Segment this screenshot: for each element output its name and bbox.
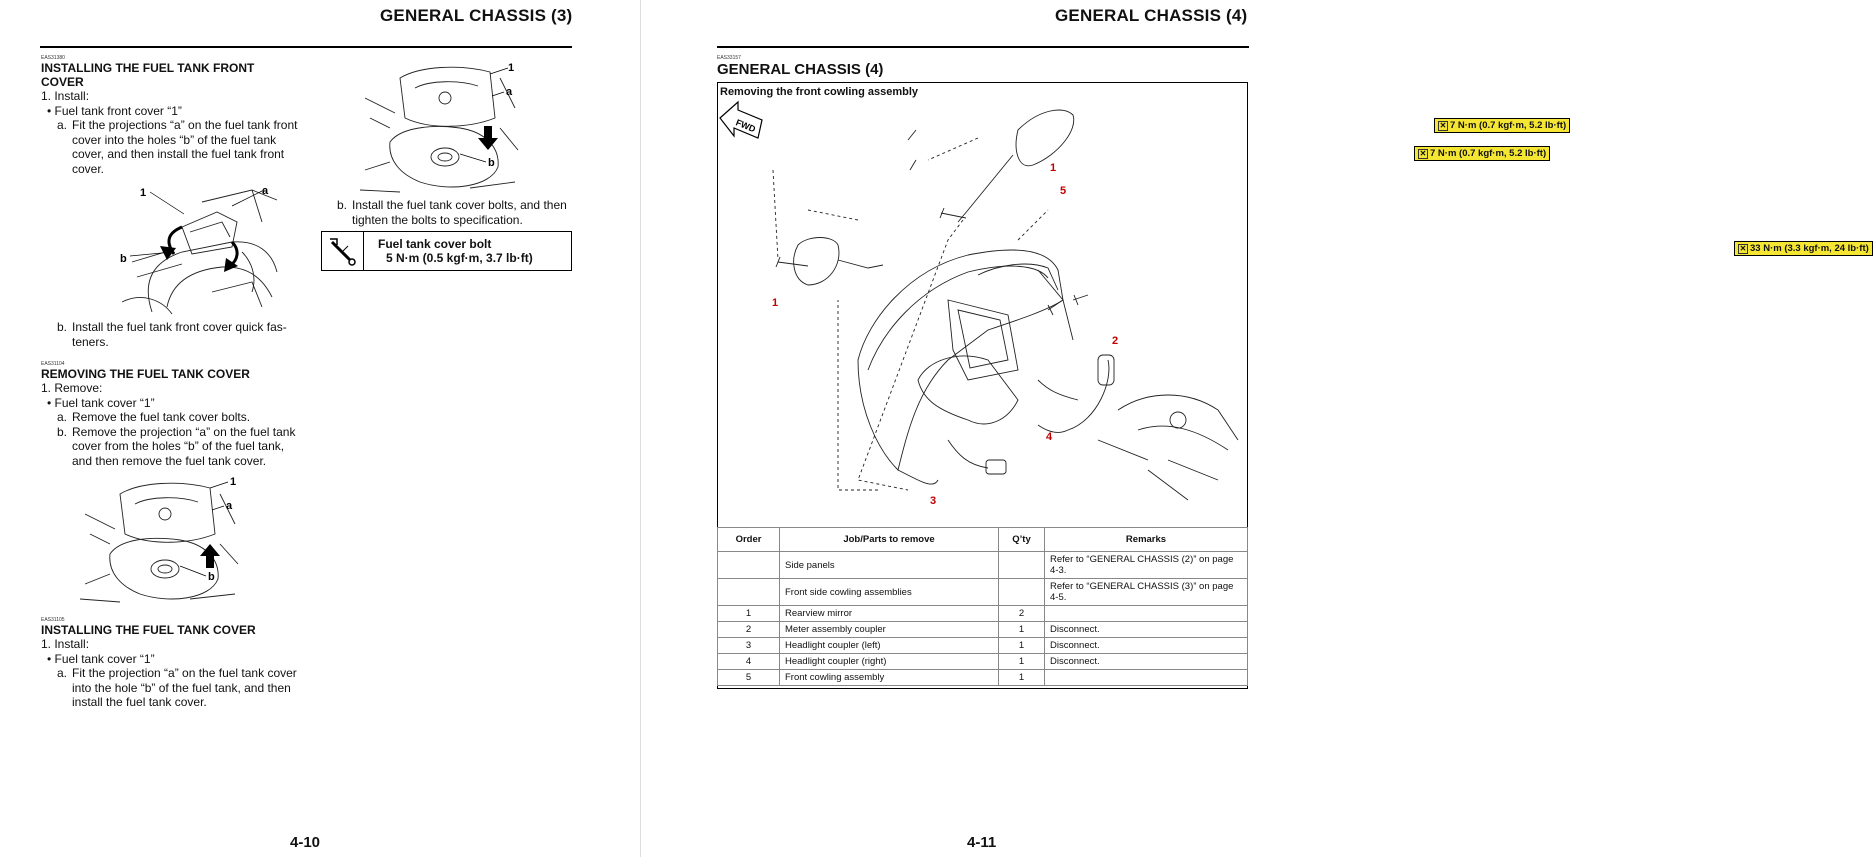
substep-text: Fit the projection “a” on the fuel tank cover — [72, 666, 297, 680]
section-heading — [717, 55, 883, 78]
cell-order — [718, 552, 780, 579]
section-title-cont: COVER — [41, 75, 84, 89]
callout-number: 1 — [772, 297, 779, 309]
right-page-header: GENERAL CHASSIS (4) — [1055, 6, 1248, 25]
section-installing-tank-cover — [41, 617, 301, 710]
table-row — [718, 606, 1248, 622]
torque-wrench-icon: ✕ — [1439, 120, 1447, 130]
cell-remarks: Refer to “GENERAL CHASSIS (3)” on page 4-5. — [1045, 579, 1248, 606]
table-row — [718, 622, 1248, 638]
tank-cover-remove-figure — [80, 474, 240, 608]
page-number: 4-10 — [290, 834, 321, 851]
cell-order: 1 — [718, 606, 780, 622]
substep-label: a. — [57, 666, 68, 680]
page-number: 4-11 — [967, 834, 997, 851]
section-tag: EAS31104 — [41, 361, 65, 367]
cell-order: 2 — [718, 622, 780, 638]
label-a: a — [226, 500, 233, 512]
label-a: a — [262, 185, 269, 197]
table-row — [718, 579, 1248, 606]
label-1: 1 — [230, 476, 237, 488]
cell-qty: 1 — [999, 654, 1045, 670]
cell-part: Rearview mirror — [780, 606, 999, 622]
cell-part: Front cowling assembly — [780, 670, 999, 686]
col-job-parts: Job/Parts to remove — [780, 528, 999, 552]
cell-remarks — [1045, 606, 1248, 622]
callout-number: 5 — [1060, 185, 1067, 197]
substep-label: a. — [57, 410, 68, 424]
torque-value: 7 N·m (0.7 kgf·m, 5.2 lb·ft) — [1430, 148, 1547, 159]
cell-order: 3 — [718, 638, 780, 654]
cell-order — [718, 579, 780, 606]
parts-removal-table — [717, 527, 1248, 686]
substep-text-cont: cover into the holes “b” of the fuel tank — [72, 132, 277, 147]
bullet-text: • Fuel tank cover “1” — [47, 395, 155, 410]
header-rule — [40, 46, 572, 48]
substep-b — [41, 320, 301, 335]
cell-part: Side panels — [780, 552, 999, 579]
section-title: INSTALLING THE FUEL TANK COVER — [41, 623, 256, 637]
cell-qty: 2 — [999, 606, 1045, 622]
cell-qty: 1 — [999, 638, 1045, 654]
section-tag: EAS31105 — [41, 617, 65, 623]
cell-qty: 1 — [999, 670, 1045, 686]
substep-text: Install the fuel tank front cover quick fas- — [72, 320, 287, 334]
torque-tag — [1434, 118, 1570, 133]
substep-a — [41, 410, 301, 425]
section-title: INSTALLING THE FUEL TANK FRONT — [41, 61, 255, 75]
substep-text-cont: cover, and then install the fuel tank front — [72, 147, 285, 161]
torque-value: 33 N·m (3.3 kgf·m, 24 lb·ft) — [1750, 243, 1869, 254]
table-row — [718, 670, 1248, 686]
table-row — [718, 638, 1248, 654]
cell-remarks: Disconnect. — [1045, 622, 1248, 638]
front-cowling-exploded-diagram — [718, 100, 1247, 525]
callout-number: 3 — [930, 495, 937, 507]
cell-remarks: Refer to “GENERAL CHASSIS (2)” on page 4-3. — [1045, 552, 1248, 579]
label-b: b — [120, 253, 127, 265]
torque-tag — [1414, 146, 1550, 161]
fwd-arrow-icon — [720, 102, 762, 138]
substep-label: b. — [57, 424, 68, 439]
callout-number: 1 — [1050, 162, 1057, 174]
cell-order: 4 — [718, 654, 780, 670]
substep-text: Remove the fuel tank cover bolts. — [72, 410, 251, 424]
substep-text: Install the fuel tank cover bolts, and then — [352, 198, 567, 212]
table-row — [718, 654, 1248, 670]
fwd-label: FWD — [734, 117, 758, 135]
substep-label: b. — [337, 198, 348, 212]
cell-remarks — [1045, 670, 1248, 686]
substep-b — [41, 425, 301, 440]
cell-part: Meter assembly coupler — [780, 622, 999, 638]
col-order: Order — [718, 528, 780, 552]
substep-text: Remove the projection “a” on the fuel tank — [72, 424, 296, 439]
table-header-row — [718, 528, 1248, 552]
cell-qty — [999, 579, 1045, 606]
step-text: 1. Install: — [41, 637, 90, 651]
torque-wrench-icon: ✕ — [1739, 243, 1747, 253]
torque-title: Fuel tank cover bolt — [378, 237, 492, 251]
torque-spec-box — [321, 231, 572, 271]
substep-a — [41, 118, 301, 133]
label-a: a — [506, 86, 513, 98]
cell-remarks: Disconnect. — [1045, 654, 1248, 670]
substep-label: b. — [57, 320, 68, 334]
substep-text-cont: teners. — [72, 334, 109, 349]
torque-wrench-icon — [322, 232, 364, 270]
substep-text-cont: cover. — [72, 161, 105, 176]
substep-label: a. — [57, 118, 68, 132]
left-page — [0, 0, 640, 857]
cell-part: Headlight coupler (left) — [780, 638, 999, 654]
substep-text-cont: install the fuel tank cover. — [72, 695, 207, 709]
header-rule — [717, 46, 1249, 48]
cell-qty: 1 — [999, 622, 1045, 638]
right-page — [640, 0, 1869, 857]
section-removing-tank-cover — [41, 361, 301, 468]
cell-part: Front side cowling assemblies — [780, 579, 999, 606]
frame-title: Removing the front cowling assembly — [720, 86, 919, 98]
substep-text: Fit the projections “a” on the fuel tank front — [72, 118, 298, 132]
substep-text-cont: into the hole “b” of the fuel tank, and then — [72, 680, 291, 695]
substep-text-cont: and then remove the fuel tank cover. — [72, 453, 267, 468]
bullet-text: • Fuel tank front cover “1” — [47, 103, 182, 118]
step-tighten-bolts — [337, 198, 577, 227]
cell-order: 5 — [718, 670, 780, 686]
section-tag: EAS31380 — [41, 55, 65, 61]
torque-value: 7 N·m (0.7 kgf·m, 5.2 lb·ft) — [1450, 120, 1567, 131]
front-cover-install-figure — [112, 182, 282, 318]
step-text: 1. Install: — [41, 89, 90, 103]
section-tag: EAS33157 — [717, 55, 741, 61]
substep-b — [337, 198, 577, 213]
torque-wrench-icon: ✕ — [1419, 148, 1427, 158]
col-remarks: Remarks — [1045, 528, 1248, 552]
section-title: REMOVING THE FUEL TANK COVER — [41, 367, 250, 381]
col-qty: Q’ty — [999, 528, 1045, 552]
table-row — [718, 552, 1248, 579]
label-1: 1 — [140, 187, 147, 199]
cell-qty — [999, 552, 1045, 579]
torque-spec — [364, 232, 543, 270]
section-installing-front-cover-step-b — [41, 320, 301, 349]
section-installing-front-cover — [41, 55, 301, 176]
label-b: b — [208, 571, 215, 583]
cell-part: Headlight coupler (right) — [780, 654, 999, 670]
substep-text-cont: cover from the holes “b” of the fuel tank, — [72, 439, 285, 453]
torque-tag — [1734, 241, 1873, 256]
tank-cover-install-figure — [360, 58, 530, 196]
label-b: b — [488, 157, 495, 169]
label-1: 1 — [508, 62, 515, 74]
callout-number: 4 — [1046, 431, 1053, 443]
substep-a — [41, 666, 301, 681]
torque-value: 5 N·m (0.5 kgf·m, 3.7 lb·ft) — [386, 251, 533, 265]
cell-remarks: Disconnect. — [1045, 638, 1248, 654]
substep-text-cont: tighten the bolts to specification. — [352, 212, 523, 227]
step-text: 1. Remove: — [41, 381, 103, 395]
left-page-header: GENERAL CHASSIS (3) — [380, 6, 573, 25]
section-title: GENERAL CHASSIS (4) — [717, 61, 884, 78]
callout-number: 2 — [1112, 335, 1119, 347]
bullet-text: • Fuel tank cover “1” — [47, 651, 155, 666]
